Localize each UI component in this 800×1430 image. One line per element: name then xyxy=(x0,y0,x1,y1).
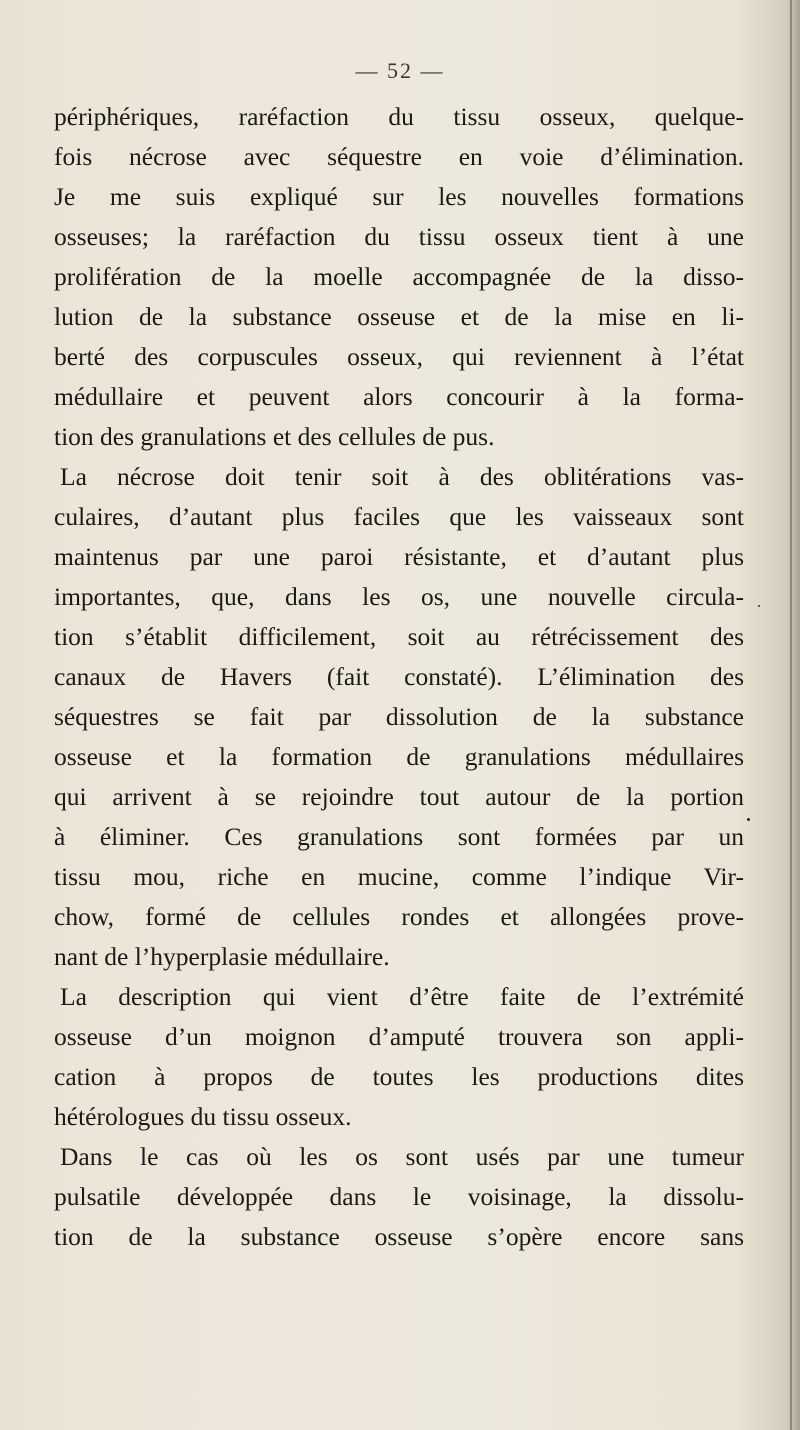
text-line: tion s’établit difficilement, soit au rétrécissement des xyxy=(54,622,744,651)
paragraph-start-line: Dans le cas où les os sont usés par une tumeur xyxy=(60,1142,744,1171)
text-line: hétérologues du tissu osseux. xyxy=(54,1102,352,1131)
text-line: berté des corpuscules osseux, qui reviennent à l’état xyxy=(54,342,744,371)
text-line: qui arrivent à se rejoindre tout autour de la portion xyxy=(54,782,744,811)
text-line: lution de la substance osseuse et de la mise en li- xyxy=(54,302,744,331)
text-line: osseuse et la formation de granulations médullaires xyxy=(54,742,744,771)
ink-speck xyxy=(758,605,760,607)
text-line: séquestres se fait par dissolution de la substance xyxy=(54,702,744,731)
page-number: — 52 — xyxy=(355,58,445,83)
text-line: importantes, que, dans les os, une nouvelle circula- xyxy=(54,582,744,611)
paragraph-start-line: La description qui vient d’être faite de l’extrémité xyxy=(60,982,744,1011)
text-line: culaires, d’autant plus faciles que les vaisseaux sont xyxy=(54,502,744,531)
text-line: périphériques, raréfaction du tissu osseux, quelque- xyxy=(54,102,744,131)
text-line: maintenus par une paroi résistante, et d’autant plus xyxy=(54,542,744,571)
text-line: à éliminer. Ces granulations sont formées par un xyxy=(54,822,744,851)
ink-speck xyxy=(747,818,750,821)
text-line: tissu mou, riche en mucine, comme l’indique Vir- xyxy=(54,862,744,891)
text-line: prolifération de la moelle accompagnée de la disso- xyxy=(54,262,744,291)
text-line: chow, formé de cellules rondes et allongées prove- xyxy=(54,902,744,931)
text-line: tion des granulations et des cellules de pus. xyxy=(54,422,495,451)
page-edge-shadow xyxy=(786,0,800,1430)
text-line: canaux de Havers (fait constaté). L’élimination des xyxy=(54,662,744,691)
text-line: osseuse d’un moignon d’amputé trouvera son appli- xyxy=(54,1022,744,1051)
text-line: osseuses; la raréfaction du tissu osseux tient à une xyxy=(54,222,744,251)
paragraph-start-line: La nécrose doit tenir soit à des oblitérations vas- xyxy=(60,462,744,491)
text-line: médullaire et peuvent alors concourir à la forma- xyxy=(54,382,744,411)
text-line: Je me suis expliqué sur les nouvelles formations xyxy=(54,182,744,211)
body-text xyxy=(54,97,744,1257)
text-line: cation à propos de toutes les productions dites xyxy=(54,1062,744,1091)
text-line: tion de la substance osseuse s’opère encore sans xyxy=(54,1222,744,1251)
text-line: nant de l’hyperplasie médullaire. xyxy=(54,942,390,971)
page-edge-line xyxy=(790,0,792,1430)
text-line: pulsatile développée dans le voisinage, la dissolu- xyxy=(54,1182,744,1211)
text-line: fois nécrose avec séquestre en voie d’élimination. xyxy=(54,142,744,171)
